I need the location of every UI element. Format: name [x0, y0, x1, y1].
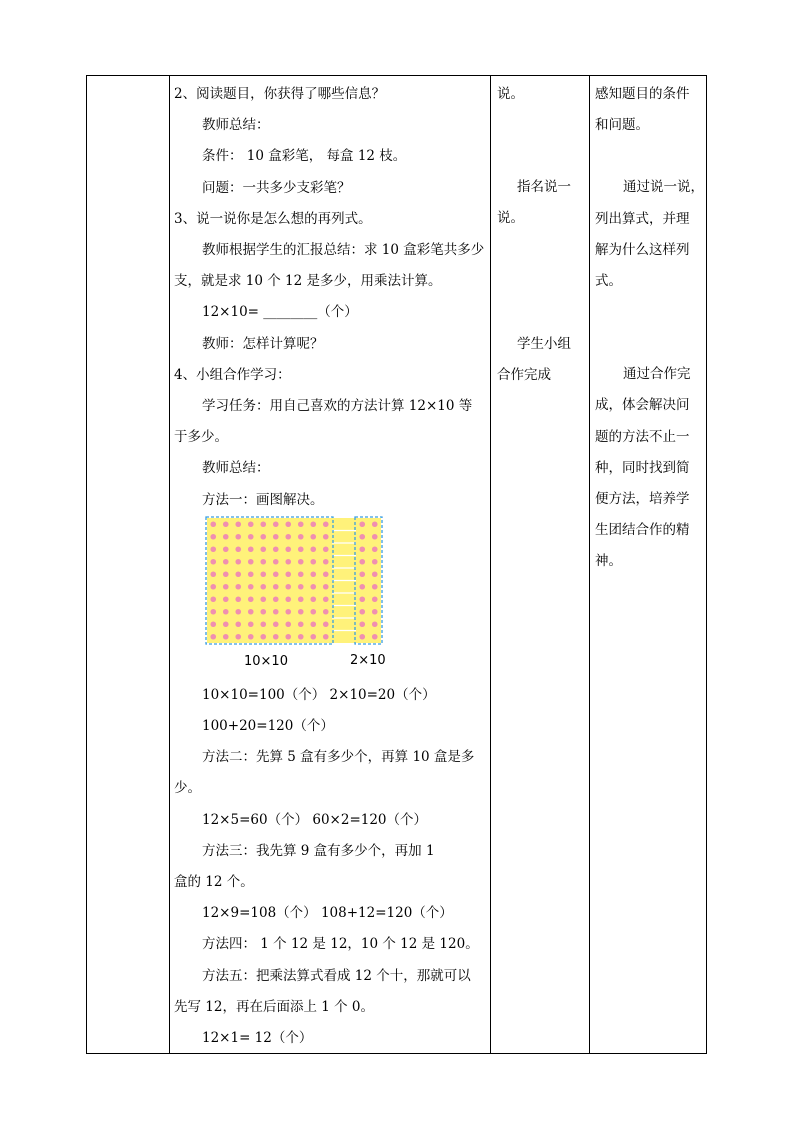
spacer — [595, 141, 703, 172]
left-group-dot — [285, 571, 291, 577]
dot-array-svg — [202, 513, 392, 648]
left-group-dot — [260, 634, 266, 640]
left-group-dot — [285, 534, 291, 540]
right-group-dot — [359, 559, 365, 565]
left-group-dot — [260, 546, 266, 552]
left-group-dot — [235, 609, 241, 615]
left-group-dot — [223, 571, 229, 577]
question-text: 问题：一共多少支彩笔？ — [202, 179, 351, 196]
step-4-heading: 4、小组合作学习： — [174, 366, 291, 383]
intention-line: 通过说一说， — [623, 179, 704, 196]
left-group-dot — [235, 559, 241, 565]
left-group-dot — [248, 546, 254, 552]
left-group-dot — [210, 596, 216, 602]
left-group-dot — [310, 584, 316, 590]
left-group-dot — [273, 534, 279, 540]
right-group-dot — [359, 584, 365, 590]
left-group-dot — [298, 609, 304, 615]
left-group-dot — [210, 584, 216, 590]
method-1-calc-2: 100+20=120（个） — [202, 718, 334, 735]
intention-line: 感知题目的条件 — [595, 86, 690, 102]
left-group-dot — [298, 534, 304, 540]
left-group-dot — [310, 534, 316, 540]
intention-line: 式。 — [595, 273, 622, 290]
left-group-dot — [273, 609, 279, 615]
left-group-dot — [248, 596, 254, 602]
left-group-dot — [323, 521, 329, 527]
student-activity-group: 学生小组 — [517, 335, 571, 352]
left-group-dot — [223, 596, 229, 602]
left-group-dot — [210, 546, 216, 552]
left-group-dot — [298, 571, 304, 577]
left-group-dot — [223, 621, 229, 627]
right-group-dot — [372, 596, 378, 602]
left-group-dot — [210, 534, 216, 540]
right-group-dot — [359, 609, 365, 615]
column-divider — [490, 76, 491, 1053]
method-2-line-2: 少。 — [174, 780, 201, 797]
intention-line: 神。 — [595, 553, 622, 570]
left-group-dot — [248, 609, 254, 615]
left-group-dot — [223, 546, 229, 552]
design-intention-column — [595, 79, 703, 578]
method-3-line-1: 方法三：我先算 9 盒有多少个，再加 1 — [202, 842, 435, 859]
left-group-dot — [285, 559, 291, 565]
left-group-dot — [235, 584, 241, 590]
left-group-dot — [223, 584, 229, 590]
left-group-dot — [273, 559, 279, 565]
right-group-dot — [359, 596, 365, 602]
left-group-dot — [248, 559, 254, 565]
task-line-1: 学习任务：用自己喜欢的方法计算 12×10 等 — [202, 398, 473, 415]
left-group-dot — [210, 609, 216, 615]
left-group-dot — [210, 521, 216, 527]
left-group-dot — [260, 571, 266, 577]
left-group-dot — [323, 634, 329, 640]
intention-line: 题的方法不止一 — [595, 428, 690, 445]
condition-text: 条件： 10 盒彩笔， 每盒 12 枝。 — [202, 148, 407, 165]
right-group-dot — [359, 521, 365, 527]
left-group-dot — [298, 546, 304, 552]
left-group-dot — [310, 521, 316, 527]
right-group-dot — [372, 634, 378, 640]
intention-line: 生团结合作的精 — [595, 522, 690, 539]
right-group-label: 2×10 — [350, 653, 386, 668]
right-group-dot — [372, 571, 378, 577]
student-activity-complete: 合作完成 — [497, 366, 551, 383]
left-group-dot — [310, 559, 316, 565]
spacer — [497, 235, 589, 329]
left-group-dot — [298, 596, 304, 602]
left-group-dot — [298, 621, 304, 627]
method-3-calc: 12×9=108（个） 108+12=120（个） — [202, 905, 453, 922]
right-group-dot — [359, 546, 365, 552]
teacher-summary-label: 教师总结： — [202, 117, 270, 134]
left-group-dot — [210, 559, 216, 565]
method-2-line-1: 方法二：先算 5 盒有多少个，再算 10 盒是多 — [202, 749, 475, 766]
left-group-dot — [210, 621, 216, 627]
left-group-dot — [223, 534, 229, 540]
left-group-dot — [223, 559, 229, 565]
left-group-dot — [235, 634, 241, 640]
left-group-dot — [235, 596, 241, 602]
left-group-dot — [285, 634, 291, 640]
step-2-heading: 2、阅读题目，你获得了哪些信息？ — [174, 86, 386, 102]
right-group-dot — [372, 609, 378, 615]
method-4-text: 方法四： 1 个 12 是 12，10 个 12 是 120。 — [202, 936, 479, 953]
left-group-dot — [248, 534, 254, 540]
right-group-dot — [359, 571, 365, 577]
lesson-table — [86, 75, 707, 1054]
right-group-dot — [359, 534, 365, 540]
left-group-dot — [285, 521, 291, 527]
left-group-dot — [248, 521, 254, 527]
left-group-dot — [273, 634, 279, 640]
left-group-dot — [310, 571, 316, 577]
left-group-dot — [273, 546, 279, 552]
spacer — [497, 110, 589, 172]
left-group-dot — [285, 596, 291, 602]
equation-blank: 12×10= ________（个） — [202, 304, 358, 321]
column-divider — [589, 76, 590, 1053]
method-1-title: 方法一：画图解决。 — [202, 491, 324, 508]
left-group-dot — [223, 521, 229, 527]
left-group-dot — [248, 584, 254, 590]
left-group-dot — [273, 521, 279, 527]
left-group-dot — [210, 634, 216, 640]
left-group-dot — [235, 621, 241, 627]
right-group-dot — [372, 559, 378, 565]
student-activity-call: 指名说一 — [517, 179, 571, 196]
left-group-dot — [273, 596, 279, 602]
intention-line: 解为什么这样列 — [595, 241, 690, 258]
right-group-dot — [372, 546, 378, 552]
left-group-dot — [260, 596, 266, 602]
left-group-dot — [260, 559, 266, 565]
right-group-dot — [359, 634, 365, 640]
left-group-label: 10×10 — [244, 654, 288, 669]
left-group-dot — [235, 534, 241, 540]
left-group-dot — [323, 596, 329, 602]
left-group-dot — [323, 621, 329, 627]
intention-line: 种，同时找到简 — [595, 459, 690, 476]
method-3-line-2: 盒的 12 个。 — [174, 874, 254, 891]
left-group-dot — [310, 546, 316, 552]
method-5-calc: 12×1= 12（个） — [202, 1030, 313, 1047]
left-group-dot — [285, 584, 291, 590]
left-group-dot — [323, 559, 329, 565]
left-group-dot — [310, 609, 316, 615]
summary-line-1: 教师根据学生的汇报总结：求 10 盒彩笔共多少 — [202, 242, 485, 259]
left-group-dot — [260, 521, 266, 527]
step-3-heading: 3、说一说你是怎么想的再列式。 — [174, 210, 372, 227]
left-group-dot — [235, 571, 241, 577]
intention-line: 便方法，培养学 — [595, 491, 690, 508]
left-group-dot — [235, 521, 241, 527]
left-group-dot — [298, 584, 304, 590]
spacer — [595, 297, 703, 359]
dot-array-figure — [202, 513, 392, 673]
left-group-dot — [298, 634, 304, 640]
left-group-dot — [285, 621, 291, 627]
left-group-dot — [285, 546, 291, 552]
left-group-dot — [210, 571, 216, 577]
column-divider — [169, 76, 170, 1053]
left-group-dot — [298, 521, 304, 527]
left-group-dot — [323, 571, 329, 577]
left-group-dot — [248, 621, 254, 627]
intention-line: 成，体会解决问 — [595, 397, 690, 414]
left-group-dot — [248, 634, 254, 640]
left-group-dot — [310, 634, 316, 640]
left-group-dot — [285, 609, 291, 615]
left-group-dot — [298, 559, 304, 565]
method-1-calc-1: 10×10=100（个） 2×10=20（个） — [202, 686, 436, 703]
left-group-dot — [260, 609, 266, 615]
intention-line: 列出算式，并理 — [595, 210, 690, 227]
right-group-dot — [372, 584, 378, 590]
left-group-dot — [260, 534, 266, 540]
intention-line: 和问题。 — [595, 117, 649, 134]
right-group-dot — [359, 621, 365, 627]
left-group-dot — [223, 634, 229, 640]
right-group-dot — [372, 534, 378, 540]
right-group-dot — [372, 521, 378, 527]
left-group-dot — [323, 584, 329, 590]
left-group-dot — [248, 571, 254, 577]
left-group-dot — [273, 584, 279, 590]
summary-line-2: 支，就是求 10 个 12 是多少，用乘法计算。 — [174, 273, 442, 290]
left-group-dot — [223, 609, 229, 615]
student-activity-say-2: 说。 — [497, 210, 524, 227]
student-activity-column — [497, 79, 589, 391]
left-group-dot — [323, 534, 329, 540]
left-group-dot — [260, 621, 266, 627]
right-group-dot — [372, 621, 378, 627]
left-group-dot — [235, 546, 241, 552]
left-group-dot — [260, 584, 266, 590]
teacher-question: 教师：怎样计算呢？ — [202, 335, 324, 352]
teacher-summary-label: 教师总结： — [202, 460, 270, 477]
task-line-2: 于多少。 — [174, 429, 228, 446]
left-group-dot — [273, 571, 279, 577]
left-group-dot — [310, 596, 316, 602]
student-activity-say: 说。 — [497, 86, 524, 102]
left-group-dot — [310, 621, 316, 627]
method-2-calc: 12×5=60（个） 60×2=120（个） — [202, 811, 428, 828]
left-group-dot — [323, 546, 329, 552]
method-5-line-2: 先写 12，再在后面添上 1 个 0。 — [174, 998, 375, 1015]
method-5-line-1: 方法五：把乘法算式看成 12 个十，那就可以 — [202, 967, 471, 984]
left-group-dot — [273, 621, 279, 627]
left-group-dot — [323, 609, 329, 615]
intention-line: 通过合作完 — [623, 366, 691, 383]
